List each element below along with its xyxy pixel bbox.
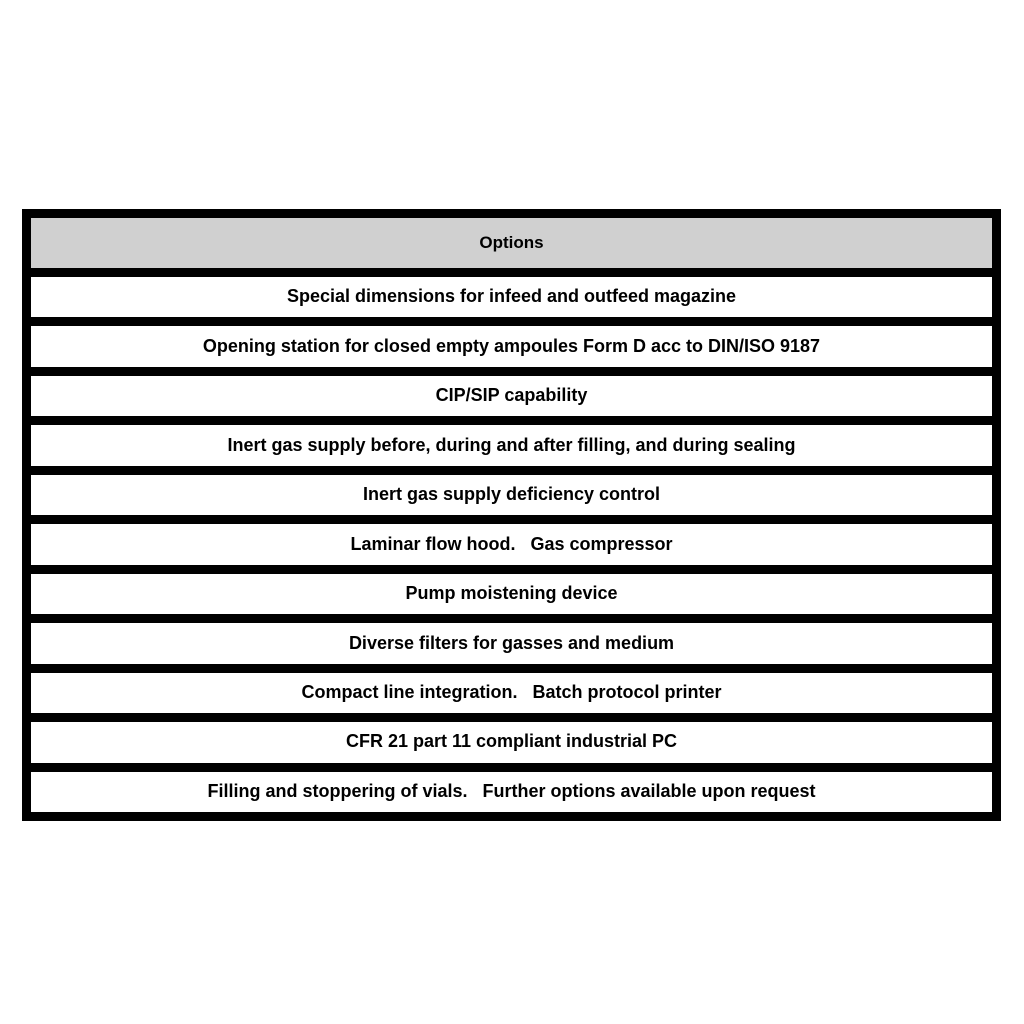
table-row: Inert gas supply before, during and after filling, and during sealing xyxy=(31,425,992,465)
table-row: Compact line integration. Batch protocol printer xyxy=(31,673,992,713)
table-row: Filling and stoppering of vials. Further options available upon request xyxy=(31,772,992,812)
table-row: Inert gas supply deficiency control xyxy=(31,475,992,515)
table-row: Opening station for closed empty ampoules Form D acc to DIN/ISO 9187 xyxy=(31,326,992,366)
table-row: Diverse filters for gasses and medium xyxy=(31,623,992,663)
table-row: CFR 21 part 11 compliant industrial PC xyxy=(31,722,992,762)
table-row: Special dimensions for infeed and outfeed magazine xyxy=(31,277,992,317)
table-row: Laminar flow hood. Gas compressor xyxy=(31,524,992,564)
table-header: Options xyxy=(31,218,992,268)
options-table xyxy=(22,209,1001,821)
table-row: CIP/SIP capability xyxy=(31,376,992,416)
table-row: Pump moistening device xyxy=(31,574,992,614)
